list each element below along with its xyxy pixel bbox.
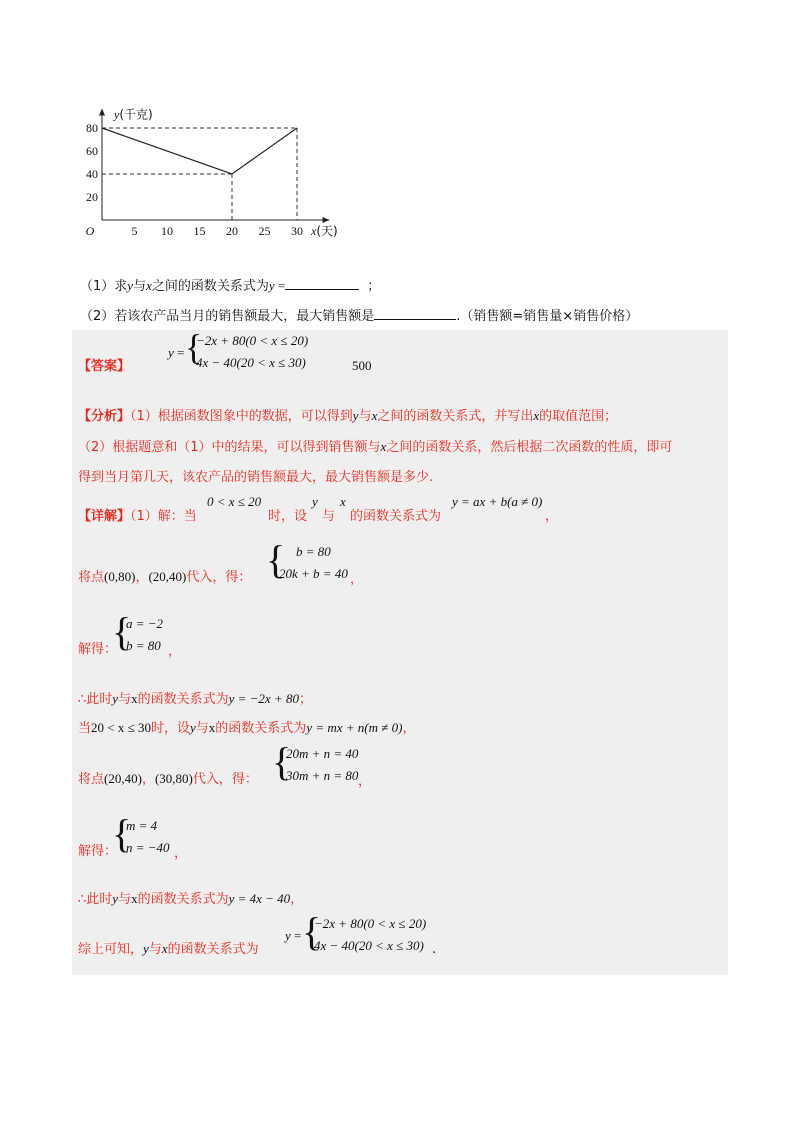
detail-therefore-2 bbox=[78, 888, 303, 907]
summary-case-1: −2x + 80(0 < x ≤ 20) bbox=[314, 916, 427, 931]
sys2-eq2: 30m + n = 80 bbox=[286, 768, 359, 783]
analysis-label: 【分析】 bbox=[78, 409, 131, 424]
analysis-var-x3: x bbox=[380, 439, 387, 454]
summary-y: y bbox=[143, 941, 149, 956]
when2b: 时，设 bbox=[150, 721, 190, 736]
analysis-l1b: 与 bbox=[358, 409, 372, 424]
answer-value: 500 bbox=[352, 358, 372, 373]
answer-case-2: 4x − 40(20 < x ≤ 30) bbox=[196, 355, 306, 370]
detail-summary bbox=[78, 938, 259, 957]
summary-brace: { bbox=[302, 909, 322, 954]
therefore2-x: x bbox=[131, 891, 138, 906]
summary-x: x bbox=[161, 941, 168, 956]
detail-label: 【详解】 bbox=[78, 509, 131, 524]
therefore1-x: x bbox=[131, 691, 138, 706]
when2-x: x bbox=[208, 720, 216, 735]
q1-mid2: 之间的函数关系式为 bbox=[151, 279, 269, 294]
analysis-l1a: （1）根据函数图象中的数据，可以得到 bbox=[130, 409, 353, 424]
when2a: 当 bbox=[78, 721, 92, 736]
when2c: 与 bbox=[195, 721, 209, 736]
sys1-comma: ， bbox=[350, 572, 364, 587]
origin-label: O bbox=[85, 224, 95, 238]
answer-y: y bbox=[168, 345, 174, 360]
q1-var-x: x bbox=[146, 278, 152, 293]
summary-case-2: 4x − 40(20 < x ≤ 30) bbox=[314, 938, 424, 953]
y-axis-label: y(千克) bbox=[114, 107, 153, 122]
analysis-line-2 bbox=[78, 436, 672, 455]
therefore1-y: y bbox=[112, 691, 119, 706]
sol1-brace: { bbox=[112, 609, 132, 654]
detail-solve-2: 解得： bbox=[78, 844, 118, 859]
detail-s1d: 的函数关系式为 bbox=[350, 509, 442, 524]
q1-var-y2: y bbox=[268, 278, 275, 293]
therefore2-y: y bbox=[112, 891, 119, 906]
when2-cond: 20 < x ≤ 30 bbox=[91, 720, 151, 735]
therefore1b: 与 bbox=[118, 692, 132, 707]
when2d: 的函数关系式为 bbox=[215, 721, 307, 736]
when2-y: y bbox=[190, 720, 196, 735]
sys2-comma: ， bbox=[358, 774, 372, 789]
answer-brace: { bbox=[185, 327, 203, 367]
sol1-eq2: b = 80 bbox=[126, 638, 161, 653]
sol2-eq1: m = 4 bbox=[126, 818, 158, 833]
x-tick-label: 5 bbox=[131, 224, 138, 238]
analysis-line-3: 得到当月第几天，该农产品的销售额最大，最大销售额是多少. bbox=[78, 470, 434, 485]
q2-text: （2）若该农产品当月的销售额最大，最大销售额是 bbox=[80, 309, 375, 324]
detail-var-y: y bbox=[312, 494, 318, 509]
therefore1-res: y = −2x + 80 bbox=[228, 691, 299, 706]
answer-case-1: −2x + 80(0 < x ≤ 20) bbox=[196, 333, 309, 348]
y-tick-label: 60 bbox=[86, 144, 98, 158]
analysis-var-x: x bbox=[371, 408, 378, 423]
q2-answer-blank[interactable] bbox=[374, 307, 456, 320]
detail-s1e: ， bbox=[545, 509, 559, 524]
detail-sub2c: 代入，得： bbox=[192, 772, 258, 787]
detail-sub2a: 将点 bbox=[78, 772, 105, 787]
summary-a: 综上可知， bbox=[78, 942, 144, 957]
detail-pt2: (20,40) bbox=[148, 569, 187, 584]
analysis-line-1 bbox=[78, 405, 617, 424]
x-axis-label: x(天) bbox=[311, 224, 338, 238]
therefore2a: ∴此时 bbox=[78, 892, 113, 907]
analysis-l2a: （2）根据题意和（1）中的结果，可以得到销售额与 bbox=[78, 440, 381, 455]
sol2-eq2: n = −40 bbox=[126, 840, 170, 855]
question-2 bbox=[80, 305, 638, 324]
detail-s1b: 时，设 bbox=[268, 509, 308, 524]
sys2-brace: { bbox=[272, 739, 292, 784]
therefore1a: ∴此时 bbox=[78, 692, 113, 707]
detail-when-2 bbox=[78, 717, 415, 736]
x-tick-label: 20 bbox=[226, 224, 238, 238]
x-tick-label: 25 bbox=[258, 224, 271, 238]
detail-sub-1 bbox=[78, 566, 251, 585]
therefore2b: 与 bbox=[118, 892, 132, 907]
sol1-comma: ， bbox=[168, 644, 182, 659]
q1-answer-blank[interactable] bbox=[285, 277, 359, 290]
detail-sub1a: 将点 bbox=[78, 570, 105, 585]
answer-label: 【答案】 bbox=[78, 359, 131, 374]
analysis-l1d: 的取值范围； bbox=[539, 409, 618, 424]
y-tick-label: 80 bbox=[86, 121, 98, 135]
y-tick-label: 40 bbox=[86, 167, 98, 181]
therefore2-comma: ， bbox=[290, 892, 304, 907]
detail-s1c: 与 bbox=[322, 509, 336, 524]
therefore2c: 的函数关系式为 bbox=[137, 892, 229, 907]
q1-end: ； bbox=[367, 279, 381, 294]
analysis-l2b: 之间的函数关系，然后根据二次函数的性质，即可 bbox=[386, 440, 673, 455]
function-graph bbox=[80, 105, 340, 255]
when2-form: y = mx + n(m ≠ 0) bbox=[306, 720, 403, 735]
x-tick-label: 15 bbox=[193, 224, 206, 238]
summary-eq: = bbox=[294, 928, 302, 943]
q2-end: .（销售额=销售量×销售价格） bbox=[456, 309, 639, 324]
question-1 bbox=[80, 275, 380, 294]
therefore1c: 的函数关系式为 bbox=[137, 692, 229, 707]
x-tick-label: 10 bbox=[161, 224, 173, 238]
therefore2-res: y = 4x − 40 bbox=[228, 891, 291, 906]
x-tick-label: 30 bbox=[291, 224, 303, 238]
sol2-brace: { bbox=[112, 811, 132, 856]
detail-cond-1: 0 < x ≤ 20 bbox=[207, 494, 262, 509]
q1-var-y: y bbox=[127, 278, 134, 293]
analysis-var-y: y bbox=[352, 408, 359, 423]
detail-sub-2 bbox=[78, 768, 258, 787]
summary-y-lhs: y bbox=[285, 928, 291, 943]
x-axis-arrow bbox=[323, 217, 330, 223]
y-axis-arrow bbox=[99, 109, 105, 116]
sol1-eq1: a = −2 bbox=[126, 616, 164, 631]
analysis-l1c: 之间的函数关系式，并写出 bbox=[377, 409, 534, 424]
sys2-eq1: 20m + n = 40 bbox=[286, 746, 359, 761]
detail-var-x: x bbox=[340, 494, 346, 509]
detail-pt1: (0,80) bbox=[104, 569, 136, 584]
detail-line-1 bbox=[78, 505, 197, 524]
detail-sub1c: 代入，得： bbox=[186, 570, 252, 585]
q1-prefix: （1）求 bbox=[80, 279, 128, 294]
y-tick-label: 20 bbox=[86, 190, 98, 204]
detail-s1a: （1）解：当 bbox=[130, 509, 197, 524]
q1-eq: = bbox=[274, 278, 286, 293]
summary-b: 与 bbox=[148, 942, 162, 957]
when2-comma: ， bbox=[402, 721, 416, 736]
sys1-eq2: 20k + b = 40 bbox=[279, 566, 348, 581]
detail-solve-1: 解得： bbox=[78, 642, 118, 657]
therefore1-semi: ； bbox=[298, 692, 312, 707]
analysis-var-x2: x bbox=[533, 408, 540, 423]
answer-eq: = bbox=[177, 345, 185, 360]
summary-period: . bbox=[432, 942, 437, 957]
detail-pt4: (30,80) bbox=[154, 771, 193, 786]
detail-therefore-1 bbox=[78, 688, 312, 707]
detail-sub1b: ， bbox=[135, 570, 149, 585]
detail-pt3: (20,40) bbox=[104, 771, 142, 786]
sol2-comma: ， bbox=[174, 846, 188, 861]
detail-form-1: y = ax + b(a ≠ 0) bbox=[452, 494, 543, 509]
detail-sub2b: ， bbox=[141, 772, 155, 787]
sys1-brace: { bbox=[266, 537, 286, 582]
q1-mid1: 与 bbox=[133, 279, 147, 294]
series-line-0 bbox=[102, 128, 297, 174]
sys1-eq1: b = 80 bbox=[296, 544, 331, 559]
summary-c: 的函数关系式为 bbox=[167, 942, 259, 957]
